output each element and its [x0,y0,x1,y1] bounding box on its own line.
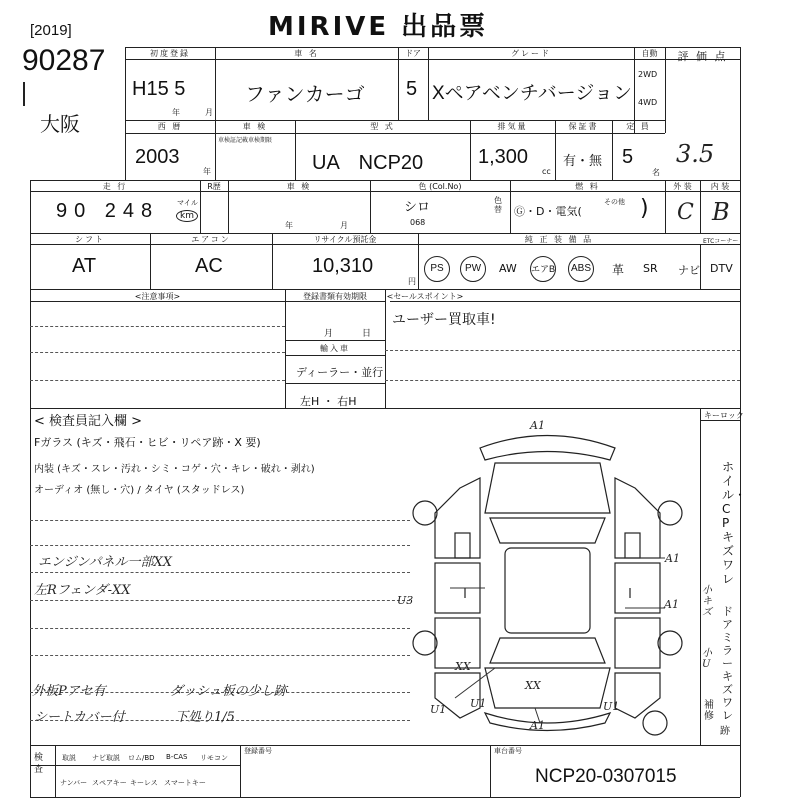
rule [30,408,740,409]
inspector-line [30,655,410,656]
footer-item: ナビ取説 [92,754,120,762]
inspector-line [30,520,410,521]
equip-pw: PW [460,256,486,282]
warranty-label: 保証書 [568,122,599,131]
recycle-value: 10,310 [312,255,374,277]
inspector-hand3: 外板Pアセ有 [32,684,106,699]
inspector-hand5: ダッシュ板の少し跡 [170,684,287,699]
footer-item: 取説 [62,754,76,762]
diagram-mark: XX [525,679,541,692]
cap-unit: 名 [652,168,660,177]
grade-value: Xペアベンチバージョン [432,83,633,104]
drive-4wd: 4WD [638,98,658,107]
cap-value: 5 [622,146,634,168]
import-value: ディーラー・並行 [296,366,384,379]
shaken-label: 車 検 [286,182,312,191]
equip-leather: 革 [612,263,625,277]
inspector-line2: 内装 (キズ・スレ・汚れ・シミ・コゲ・穴・キレ・破れ・剥れ) [34,464,315,475]
eval-label: 評 価 点 [677,50,728,63]
equip-dtv: DTV [710,262,733,275]
year-label: 西 暦 [157,122,183,131]
inspection-sub: 車検証記載車検期限 [218,137,273,144]
diagram-mark: A1 [664,598,679,611]
shaken-month: 月 [340,221,348,230]
fuel-close: ) [640,196,649,221]
rule [700,420,740,421]
fuel-other: その他 [604,198,625,206]
rule [30,765,240,766]
handle-value: 左H ・ 右H [300,395,357,408]
side-small1: 小キズ [702,585,712,618]
footer-item: キーレス [130,779,158,787]
footer-item: スマートキー [164,779,206,787]
equip-aw: AW [499,262,517,275]
side-small2: 小U [702,648,712,670]
inspector-title: < 検査員記入欄 > [34,414,143,429]
drive-2wd: 2WD [638,70,658,79]
key-label: キーロック [704,411,744,420]
mileage-value: 90 248 [56,200,160,222]
ext-label: 外 装 [673,182,692,191]
mileage-unit-mile: マイル [177,199,198,207]
sales-value: ユーザー買取車! [392,312,496,328]
rule [55,745,56,797]
inspector-hand2: 左Rフェンダ-XX [34,583,131,598]
inspector-hand1: エンジンパネル一部XX [38,555,172,570]
rule [30,180,31,797]
diagram-mark: A1 [530,419,545,432]
diagram-mark: A1 [530,719,545,732]
equip-sr: SR [643,262,658,275]
rule [125,59,740,60]
mileage-label: 走 行 [102,182,128,191]
rule [30,745,740,746]
rule [30,797,740,798]
ac-label: エアコン [191,235,231,244]
footer-item: ロム/BD [128,754,155,762]
door-label: ドア [405,49,421,58]
footer-item: リモコン [200,754,228,762]
chassis-label: 車台番号 [494,747,522,755]
rule [385,289,386,408]
footer-item: スペアキー [92,779,127,787]
ext-value: C [677,200,694,225]
side-small4: 跡 [720,726,730,737]
shaken-year: 年 [285,221,293,230]
door-value: 5 [406,78,418,100]
rule [285,340,385,341]
side-small3: 補修 [704,700,714,722]
lot-number: 90287 [22,44,106,77]
notice-line [30,380,285,381]
rule [740,47,741,797]
disp-unit: cc [542,167,551,176]
fuel-value: Ⓖ・D・電気( [514,205,582,218]
int-value: B [712,198,730,226]
name-label: 車 名 [294,49,319,58]
diagram-mark: XX [455,660,471,673]
equip-abs: ABS [568,256,594,282]
equip-navi: ナビ [678,264,700,277]
repair-label: R歴 [207,182,221,191]
color-value: シロ [404,200,431,215]
reg-dates-label: 登録書類有効期限 [303,292,367,301]
reg-value: H15 5 [132,78,186,100]
reg-label: 初度登録 [150,49,190,58]
reg-day: 日 [362,329,372,339]
reg-unit-month: 月 [205,108,213,117]
color-code: 068 [410,218,426,227]
type-value: UA NCP20 [312,152,424,174]
rule [125,133,665,134]
sales-label: <セールスポイント> [386,292,464,301]
disp-label: 排気量 [497,122,528,131]
rule [700,408,701,745]
notice-label: <注意事項> [134,292,181,301]
color-change: 色替 [494,196,502,214]
notice-line [30,326,285,327]
side-note-vertical: ホイル・CPキズ ワレ [722,460,747,586]
inspector-line3: オーディオ (無し・穴) / タイヤ (スタッドレス) [34,485,245,496]
reg-no-label: 登録番号 [244,747,272,755]
notice-line [30,352,285,353]
diagram-mark: U1 [430,703,447,716]
shift-label: シフト [75,235,105,244]
inspector-line1: Fガラス (キズ・飛石・ヒビ・リペア跡・X 要) [34,436,261,449]
diagram-mark: U3 [397,594,414,607]
inspector-hand4: シートカバー付 [34,710,125,725]
lot-bar [23,82,25,106]
diagram-mark: U1 [603,700,620,713]
rule [285,383,385,384]
eval-value: 3.5 [676,140,715,168]
rule [700,244,701,289]
recycle-label: リサイクル預託金 [313,235,377,244]
diagram-mark: U1 [470,697,487,710]
year-value: 2003 [135,146,180,168]
fuel-label: 燃 料 [575,182,600,191]
chassis-value: NCP20-0307015 [535,766,677,787]
equip-ps: PS [424,256,450,282]
shift-value: AT [72,255,97,277]
rule [240,745,241,797]
reg-month: 月 [324,329,334,339]
diagram-mark: A1 [665,552,680,565]
sales-line [385,380,740,381]
inspector-line [30,572,410,573]
side-note-vertical2: ドアミラーキズ ワレ [722,605,733,722]
equip-label: 純 正 装 備 品 [524,235,594,244]
disp-value: 1,300 [478,146,529,168]
drive-label: 自動 [641,49,658,58]
inspector-line [30,545,410,546]
rule [490,745,491,797]
region: 大阪 [40,112,80,136]
sales-line [385,350,740,351]
inspection-label: 車 検 [242,122,268,131]
reg-unit-year: 年 [172,108,180,117]
inspector-line [30,628,410,629]
equip-extra: ETCコーナー [703,238,739,245]
grade-label: グレード [511,49,551,58]
year-tag: [2019] [30,22,72,39]
year-unit: 年 [203,167,211,176]
type-label: 型 式 [370,122,395,131]
car-name: ファンカーゴ [245,84,365,106]
import-label: 輸入車 [320,344,350,353]
inspector-line [30,600,410,601]
form-title: MIRIVE 出品票 [268,12,489,42]
check-label: 検査 [34,753,44,775]
footer-item: B-CAS [166,753,188,761]
inspector-hand6: 下処り1/5 [175,710,235,725]
warranty-value: 有・無 [563,154,603,169]
cap-label: 定 員 [626,122,651,131]
rule [125,47,126,180]
recycle-unit: 円 [408,277,416,286]
mileage-unit-km: km [176,210,198,222]
equip-airbag: エアB [530,256,556,282]
rule [285,355,385,356]
footer-item: ナンバー [60,779,88,787]
color-label: 色 (Col.No) [418,182,462,191]
ac-value: AC [195,255,223,277]
int-label: 内 装 [710,182,730,191]
car-diagram [395,418,700,738]
